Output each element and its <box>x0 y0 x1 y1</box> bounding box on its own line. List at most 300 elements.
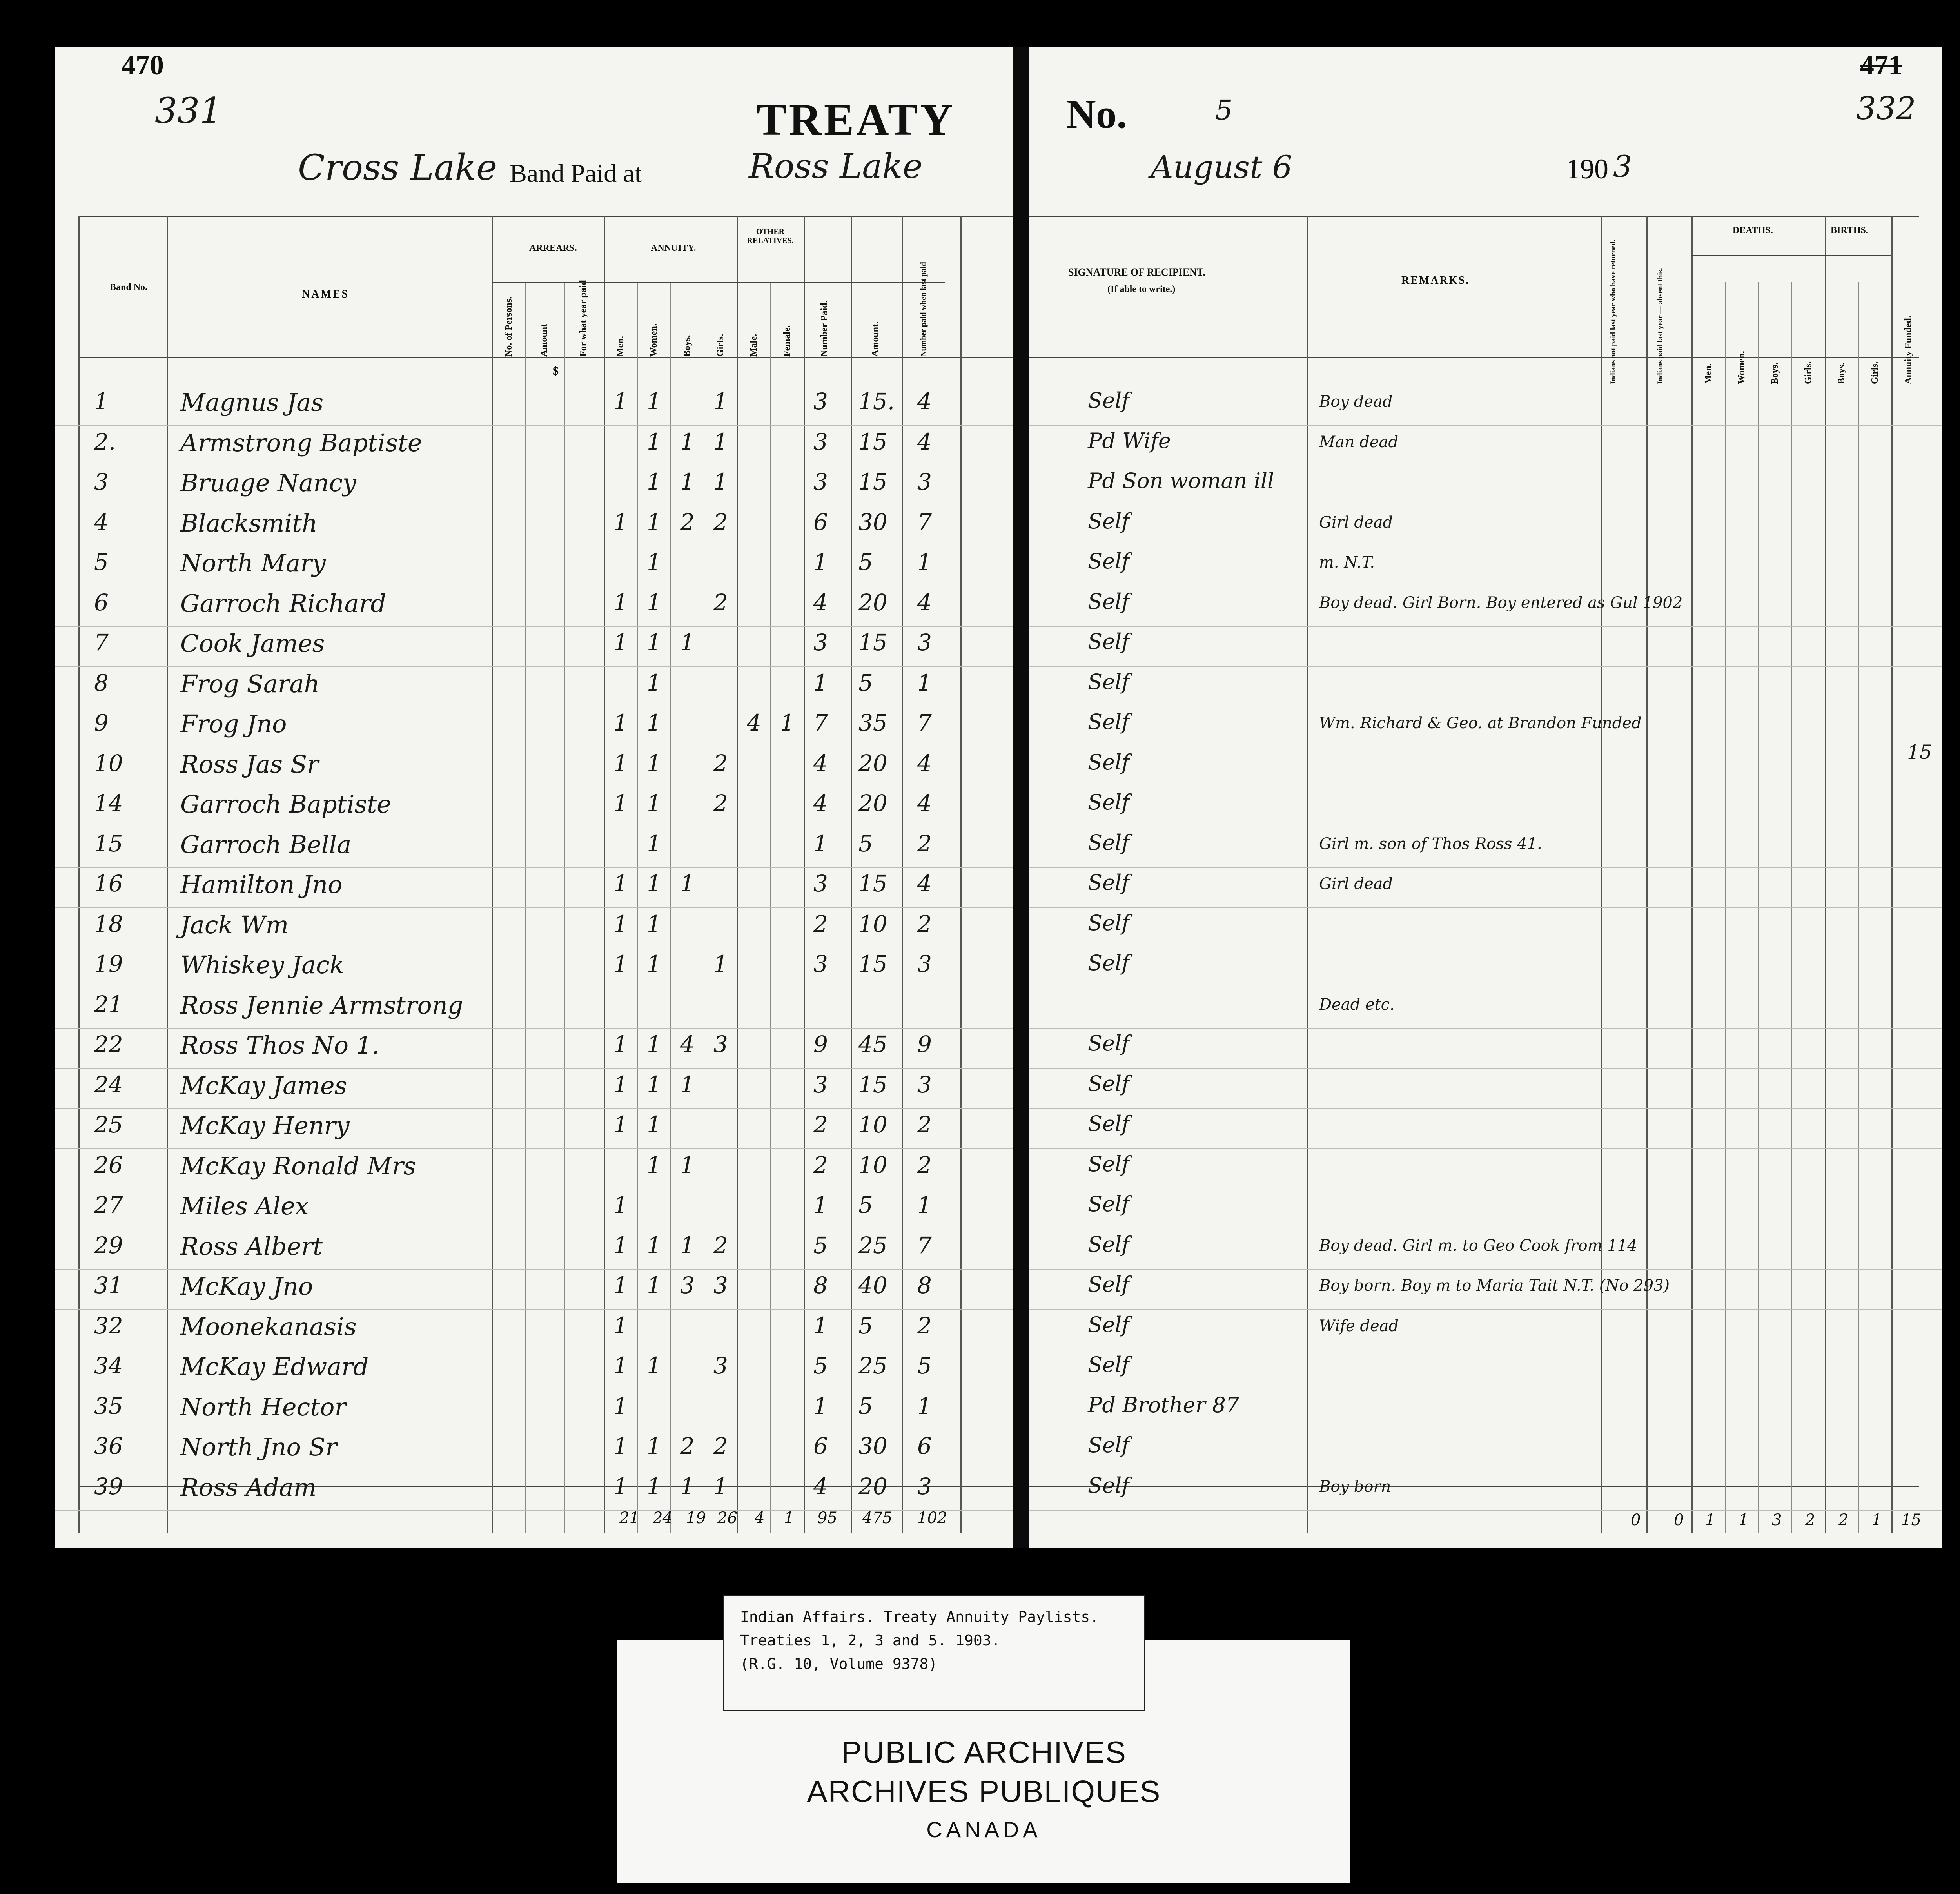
recipient-name: Ross Adam <box>180 1473 317 1502</box>
recipient-name: McKay Edward <box>180 1352 369 1381</box>
boys-count: 4 <box>680 1031 695 1058</box>
signature: Self <box>1088 1433 1130 1457</box>
remarks: Boy born. Boy m to Maria Tait N.T. (No 293) <box>1319 1277 1670 1295</box>
signature: Self <box>1088 629 1130 654</box>
women-count: 1 <box>647 830 661 857</box>
col-signature-note: (If able to write.) <box>1107 284 1176 294</box>
amount-paid: 5 <box>858 669 873 696</box>
boys-count: 1 <box>680 1232 695 1259</box>
row-rule <box>1029 907 1942 908</box>
left-folio: 331 <box>155 90 222 131</box>
row-rule <box>55 1269 1013 1270</box>
total-returned: 0 <box>1631 1511 1641 1529</box>
right-folio: 332 <box>1856 90 1916 127</box>
col-arrears: ARREARS. <box>529 243 577 253</box>
recipient-name: North Hector <box>180 1392 347 1421</box>
boys-count: 1 <box>680 870 695 897</box>
col-rule <box>737 216 738 1533</box>
signature: Self <box>1088 1111 1130 1136</box>
remarks: Man dead <box>1319 433 1399 451</box>
funded-value: 15 <box>1907 741 1932 764</box>
remarks: Wm. Richard & Geo. at Brandon Funded <box>1319 714 1642 732</box>
total-boys: 19 <box>686 1509 706 1527</box>
total-births-girls: 1 <box>1872 1511 1882 1529</box>
row-rule <box>55 666 1013 667</box>
recipient-name: Jack Wm <box>180 910 289 939</box>
row-rule <box>55 867 1013 868</box>
signature: Self <box>1088 790 1130 815</box>
row-rule <box>1029 1510 1942 1511</box>
men-count: 1 <box>613 749 628 776</box>
girls-count: 1 <box>713 468 728 495</box>
payment-date: August 6 <box>1151 149 1292 185</box>
signature: Self <box>1088 1151 1130 1176</box>
men-count: 1 <box>613 1433 628 1459</box>
row-rule <box>55 1309 1013 1310</box>
number-paid: 3 <box>813 388 828 415</box>
band-number: 9 <box>94 709 109 736</box>
amount-paid: 15 <box>858 468 887 495</box>
band-number: 39 <box>94 1473 123 1500</box>
number-paid: 1 <box>813 1392 828 1419</box>
signature: Self <box>1088 910 1130 935</box>
col-rule <box>1891 216 1893 1533</box>
women-count: 1 <box>647 1232 661 1259</box>
col-d-women: Women. <box>1737 351 1747 384</box>
header-top-rule <box>78 216 1013 217</box>
col-rule <box>851 216 852 1533</box>
last-paid-count: 2 <box>917 1312 932 1339</box>
last-paid-count: 3 <box>917 1473 932 1500</box>
signature: Self <box>1088 1352 1130 1377</box>
last-paid-count: 2 <box>917 1151 932 1178</box>
last-paid-count: 2 <box>917 910 932 937</box>
number-paid: 2 <box>813 1111 828 1138</box>
men-count: 1 <box>613 508 628 535</box>
boys-count: 3 <box>680 1272 695 1299</box>
col-girls: Girls. <box>715 334 726 357</box>
archive-line-3: (R.G. 10, Volume 9378) <box>740 1655 938 1673</box>
women-count: 1 <box>647 910 661 937</box>
recipient-name: Frog Sarah <box>180 669 320 698</box>
row-rule <box>1029 626 1942 627</box>
archive-stamp-line-3: CANADA <box>926 1817 1042 1842</box>
women-count: 1 <box>647 870 661 897</box>
recipient-name: Ross Albert <box>180 1232 323 1261</box>
girls-count: 2 <box>713 508 728 535</box>
recipient-name: Bruage Nancy <box>180 468 357 497</box>
last-paid-count: 4 <box>917 790 932 816</box>
amount-paid: 35 <box>858 709 887 736</box>
treaty-title: TREATY <box>757 95 955 145</box>
last-paid-count: 3 <box>917 629 932 656</box>
girls-count: 2 <box>713 790 728 816</box>
col-d-men: Men. <box>1703 363 1713 384</box>
total-absent: 0 <box>1674 1511 1684 1529</box>
signature: Self <box>1088 1473 1130 1498</box>
totals-rule <box>1029 1486 1919 1487</box>
number-paid: 1 <box>813 1192 828 1218</box>
men-count: 1 <box>613 1232 628 1259</box>
signature: Self <box>1088 1192 1130 1216</box>
row-rule <box>55 1108 1013 1109</box>
signature: Self <box>1088 1312 1130 1337</box>
band-number: 10 <box>94 749 123 776</box>
signature: Self <box>1088 669 1130 694</box>
last-paid-count: 3 <box>917 1071 932 1098</box>
col-rule <box>960 216 962 1533</box>
remarks: Boy dead <box>1319 393 1393 411</box>
treaty-number: 5 <box>1215 94 1233 126</box>
band-number: 4 <box>94 508 109 535</box>
col-for-what-year: For what year paid <box>578 280 588 357</box>
amount-paid: 40 <box>858 1272 887 1299</box>
last-paid-count: 4 <box>917 589 932 616</box>
girls-count: 1 <box>713 428 728 455</box>
total-funded: 15 <box>1901 1511 1921 1529</box>
signature: Self <box>1088 388 1130 413</box>
last-paid-count: 4 <box>917 428 932 455</box>
total-deaths-boys: 3 <box>1772 1511 1782 1529</box>
signature: Self <box>1088 709 1130 734</box>
col-b-boys: Boys. <box>1837 362 1847 384</box>
book-spine <box>1013 47 1029 1548</box>
number-paid: 4 <box>813 1473 828 1500</box>
band-number: 35 <box>94 1392 123 1419</box>
col-names: NAMES <box>302 288 350 300</box>
recipient-name: Garroch Bella <box>180 830 352 859</box>
archive-reference-slip <box>723 1595 1145 1711</box>
number-paid: 3 <box>813 870 828 897</box>
paid-at-place: Ross Lake <box>749 147 923 186</box>
no-label: No. <box>1066 91 1127 137</box>
col-annuity: ANNUITY. <box>651 243 696 253</box>
men-count: 1 <box>613 790 628 816</box>
right-ledger-page <box>1029 47 1942 1548</box>
band-name: Cross Lake <box>298 147 497 188</box>
men-count: 1 <box>613 1312 628 1339</box>
band-number: 26 <box>94 1151 123 1178</box>
amount-paid: 5 <box>858 1392 873 1419</box>
signature: Self <box>1088 951 1130 975</box>
amount-paid: 20 <box>858 589 887 616</box>
archive-line-2: Treaties 1, 2, 3 and 5. 1903. <box>740 1632 1000 1649</box>
left-ledger-page <box>55 47 1013 1548</box>
boys-count: 1 <box>680 468 695 495</box>
amount-paid: 45 <box>858 1031 887 1058</box>
number-paid: 1 <box>813 549 828 575</box>
recipient-name: Hamilton Jno <box>180 870 343 899</box>
row-rule <box>55 425 1013 426</box>
group-header-rule <box>492 282 945 283</box>
remarks: Boy born <box>1319 1477 1391 1496</box>
women-count: 1 <box>647 508 661 535</box>
total-female: 1 <box>784 1509 794 1527</box>
number-paid: 4 <box>813 790 828 816</box>
row-rule <box>1029 425 1942 426</box>
col-rule <box>604 216 605 1533</box>
number-paid: 1 <box>813 669 828 696</box>
number-paid: 3 <box>813 1071 828 1098</box>
col-annuity-funded: Annuity Funded. <box>1903 316 1913 384</box>
boys-count: 1 <box>680 1473 695 1500</box>
band-number: 21 <box>94 991 123 1018</box>
last-paid-count: 4 <box>917 388 932 415</box>
men-count: 1 <box>613 1031 628 1058</box>
band-number: 1 <box>94 388 109 415</box>
girls-count: 3 <box>713 1031 728 1058</box>
remarks: Boy dead. Girl m. to Geo Cook from 114 <box>1319 1236 1637 1255</box>
last-paid-count: 1 <box>917 549 932 575</box>
women-count: 1 <box>647 1352 661 1379</box>
signature: Self <box>1088 508 1130 533</box>
col-number-paid-last: Number paid when last paid <box>919 262 928 357</box>
boys-count: 1 <box>680 1151 695 1178</box>
women-count: 1 <box>647 1111 661 1138</box>
header-bottom-rule <box>1029 357 1919 358</box>
amount-paid: 15 <box>858 428 887 455</box>
col-male: Male. <box>749 334 759 357</box>
amount-paid: 15 <box>858 870 887 897</box>
recipient-name: North Jno Sr <box>180 1433 337 1461</box>
amount-paid: 30 <box>858 1433 887 1459</box>
remarks: Boy dead. Girl Born. Boy entered as Gul 1902 <box>1319 593 1683 612</box>
recipient-name: Cook James <box>180 629 325 658</box>
col-band-no: Band No. <box>110 282 148 292</box>
boys-count: 2 <box>680 508 695 535</box>
col-rule <box>804 216 805 1533</box>
col-remarks: REMARKS. <box>1401 274 1470 287</box>
recipient-name: Garroch Baptiste <box>180 790 391 818</box>
women-count: 1 <box>647 790 661 816</box>
recipient-name: Ross Jas Sr <box>180 749 319 778</box>
women-count: 1 <box>647 951 661 977</box>
amount-paid: 20 <box>858 790 887 816</box>
women-count: 1 <box>647 1151 661 1178</box>
men-count: 1 <box>613 1352 628 1379</box>
women-count: 1 <box>647 468 661 495</box>
signature: Self <box>1088 870 1130 895</box>
signature: Self <box>1088 549 1130 573</box>
col-rule <box>1601 216 1602 1533</box>
women-count: 1 <box>647 388 661 415</box>
amount-paid: 15 <box>858 951 887 977</box>
right-page-number: 471 <box>1860 49 1902 81</box>
row-rule <box>1029 1269 1942 1270</box>
col-rule <box>1691 216 1693 1533</box>
number-paid: 6 <box>813 1433 828 1459</box>
dollar-sign: $ <box>553 365 559 377</box>
signature: Self <box>1088 1071 1130 1096</box>
girls-count: 1 <box>713 1473 728 1500</box>
total-deaths-men: 1 <box>1705 1511 1715 1529</box>
col-b-girls: Girls. <box>1870 361 1880 384</box>
row-rule <box>55 907 1013 908</box>
women-count: 1 <box>647 1433 661 1459</box>
recipient-name: Armstrong Baptiste <box>180 428 422 457</box>
col-no-of-persons: No. of Persons. <box>504 296 514 357</box>
col-amount: Amount. <box>870 321 880 357</box>
band-number: 3 <box>94 468 109 495</box>
archive-line-1: Indian Affairs. Treaty Annuity Paylists. <box>740 1608 1099 1626</box>
band-number: 6 <box>94 589 109 616</box>
female-relatives: 1 <box>780 709 795 736</box>
row-rule <box>1029 1028 1942 1029</box>
header-top-rule <box>1029 216 1919 217</box>
col-number-paid: Number Paid. <box>819 300 829 357</box>
women-count: 1 <box>647 749 661 776</box>
group-header-rule <box>1691 255 1891 256</box>
col-d-boys: Boys. <box>1770 362 1780 384</box>
signature: Self <box>1088 589 1130 614</box>
recipient-name: North Mary <box>180 549 326 577</box>
last-paid-count: 1 <box>917 1392 932 1419</box>
women-count: 1 <box>647 1031 661 1058</box>
amount-paid: 20 <box>858 749 887 776</box>
men-count: 1 <box>613 870 628 897</box>
row-rule <box>55 626 1013 627</box>
girls-count: 2 <box>713 1433 728 1459</box>
amount-paid: 5 <box>858 1312 873 1339</box>
last-paid-count: 5 <box>917 1352 932 1379</box>
amount-paid: 5 <box>858 830 873 857</box>
recipient-name: McKay Ronald Mrs <box>180 1151 416 1180</box>
girls-count: 3 <box>713 1272 728 1299</box>
men-count: 1 <box>613 1473 628 1500</box>
amount-paid: 5 <box>858 549 873 575</box>
number-paid: 6 <box>813 508 828 535</box>
col-not-paid-returned: Indians not paid last year who have returned. <box>1609 239 1617 384</box>
recipient-name: Frog Jno <box>180 709 287 738</box>
men-count: 1 <box>613 388 628 415</box>
recipient-name: McKay Jno <box>180 1272 313 1301</box>
women-count: 1 <box>647 428 661 455</box>
women-count: 1 <box>647 589 661 616</box>
total-paid: 95 <box>817 1509 837 1527</box>
last-paid-count: 3 <box>917 951 932 977</box>
col-women: Women. <box>649 323 659 357</box>
women-count: 1 <box>647 1272 661 1299</box>
number-paid: 3 <box>813 629 828 656</box>
band-number: 7 <box>94 629 109 656</box>
total-deaths-women: 1 <box>1739 1511 1749 1529</box>
recipient-name: McKay James <box>180 1071 347 1100</box>
band-number: 32 <box>94 1312 123 1339</box>
recipient-name: McKay Henry <box>180 1111 350 1140</box>
number-paid: 7 <box>813 709 828 736</box>
col-d-girls: Girls. <box>1803 361 1813 384</box>
last-paid-count: 1 <box>917 669 932 696</box>
boys-count: 1 <box>680 629 695 656</box>
amount-paid: 30 <box>858 508 887 535</box>
number-paid: 3 <box>813 468 828 495</box>
men-count: 1 <box>613 589 628 616</box>
col-female: Female. <box>782 325 792 357</box>
men-count: 1 <box>613 709 628 736</box>
number-paid: 3 <box>813 951 828 977</box>
last-paid-count: 4 <box>917 749 932 776</box>
boys-count: 2 <box>680 1433 695 1459</box>
recipient-name: Miles Alex <box>180 1192 309 1220</box>
amount-paid: 15 <box>858 629 887 656</box>
number-paid: 5 <box>813 1352 828 1379</box>
amount-paid: 10 <box>858 910 887 937</box>
total-girls: 26 <box>717 1509 737 1527</box>
women-count: 1 <box>647 669 661 696</box>
amount-paid: 25 <box>858 1352 887 1379</box>
number-paid: 3 <box>813 428 828 455</box>
signature: Self <box>1088 1272 1130 1297</box>
amount-paid: 25 <box>858 1232 887 1259</box>
recipient-name: Whiskey Jack <box>180 951 345 979</box>
last-paid-count: 7 <box>917 508 932 535</box>
band-number: 2. <box>94 428 116 455</box>
signature: Pd Brother 87 <box>1088 1392 1240 1417</box>
last-paid-count: 7 <box>917 1232 932 1259</box>
row-rule <box>55 1148 1013 1149</box>
last-paid-count: 9 <box>917 1031 932 1058</box>
archive-stamp-line-1: PUBLIC ARCHIVES <box>841 1735 1127 1769</box>
row-rule <box>1029 1108 1942 1109</box>
col-arrears-amount: Amount <box>539 323 549 357</box>
band-number: 18 <box>94 910 123 937</box>
last-paid-count: 2 <box>917 1111 932 1138</box>
men-count: 1 <box>613 1071 628 1098</box>
total-men: 21 <box>619 1509 639 1527</box>
women-count: 1 <box>647 549 661 575</box>
remarks: m. N.T. <box>1319 553 1375 571</box>
number-paid: 2 <box>813 1151 828 1178</box>
amount-paid: 20 <box>858 1473 887 1500</box>
band-number: 16 <box>94 870 123 897</box>
band-number: 31 <box>94 1272 123 1299</box>
number-paid: 4 <box>813 589 828 616</box>
number-paid: 9 <box>813 1031 828 1058</box>
women-count: 1 <box>647 629 661 656</box>
col-rule <box>1307 216 1308 1533</box>
number-paid: 1 <box>813 830 828 857</box>
women-count: 1 <box>647 1473 661 1500</box>
band-number: 5 <box>94 549 109 575</box>
number-paid: 8 <box>813 1272 828 1299</box>
amount-paid: 15. <box>858 388 895 415</box>
row-rule <box>55 1028 1013 1029</box>
col-rule <box>78 216 80 1533</box>
col-signature: SIGNATURE OF RECIPIENT. <box>1068 267 1205 278</box>
boys-count: 1 <box>680 1071 695 1098</box>
men-count: 1 <box>613 910 628 937</box>
girls-count: 2 <box>713 1232 728 1259</box>
last-paid-count: 3 <box>917 468 932 495</box>
men-count: 1 <box>613 629 628 656</box>
men-count: 1 <box>613 1392 628 1419</box>
band-number: 14 <box>94 790 123 816</box>
band-paid-at-label: Band Paid at <box>510 159 642 188</box>
signature: Self <box>1088 1232 1130 1257</box>
girls-count: 1 <box>713 388 728 415</box>
col-rule <box>492 216 493 1533</box>
men-count: 1 <box>613 1272 628 1299</box>
total-deaths-girls: 2 <box>1805 1511 1815 1529</box>
signature: Self <box>1088 830 1130 855</box>
last-paid-count: 6 <box>917 1433 932 1459</box>
band-number: 15 <box>94 830 123 857</box>
recipient-name: Moonekanasis <box>180 1312 357 1341</box>
col-men: Men. <box>615 336 626 357</box>
col-boys: Boys. <box>682 335 692 357</box>
total-births-boys: 2 <box>1838 1511 1849 1529</box>
col-paid-absent: Indians paid last year — absent this. <box>1656 268 1664 384</box>
